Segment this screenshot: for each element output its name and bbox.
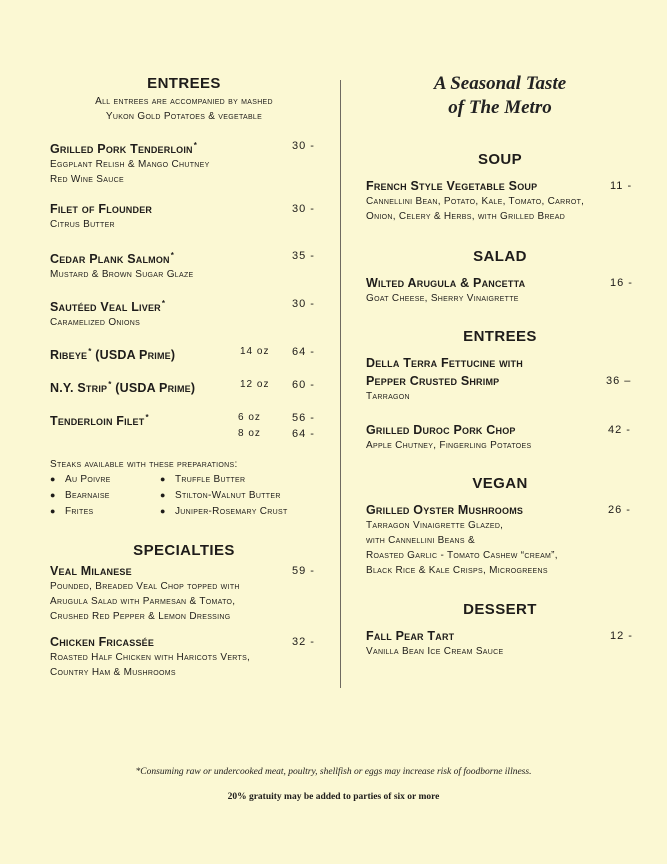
item-price: 30 -	[292, 298, 315, 310]
item-price: 30 -	[292, 140, 315, 152]
item-desc: Vanilla Bean Ice Cream Sauce	[366, 646, 504, 657]
item-size-2: 8 oz	[238, 428, 261, 439]
menu-item-veal-liver	[50, 296, 318, 330]
soup-heading: SOUP	[477, 151, 523, 168]
menu-item-veal-milanese	[50, 563, 318, 624]
item-price: 32 -	[292, 636, 315, 648]
raw-warning-star: *	[88, 347, 92, 356]
item-name: Della Terra Fettucine with	[366, 356, 523, 370]
menu-item-oyster-mushrooms	[366, 502, 634, 578]
specialties-heading: SPECIALTIES	[133, 542, 235, 559]
list-item: ● Truffle Butter	[160, 474, 246, 485]
entrees-heading: ENTREES	[147, 75, 221, 92]
gratuity-note: 20% gratuity may be added to parties of six or more	[227, 792, 440, 802]
item-desc: Country Ham & Mushrooms	[50, 667, 176, 678]
item-desc: Eggplant Relish & Mango Chutney	[50, 159, 210, 171]
item-desc: Citrus Butter	[50, 219, 115, 230]
entrees-intro-line-1: All entrees are accompanied by mashed	[95, 96, 273, 107]
list-item: ● Frites	[50, 506, 94, 517]
menu-item-pork-tenderloin	[50, 138, 318, 187]
list-item: ● Juniper-Rosemary Crust	[160, 506, 288, 517]
item-desc: Onion, Celery & Herbs, with Grilled Bread	[366, 211, 566, 222]
item-name: Tenderloin Filet	[50, 414, 145, 429]
raw-warning-star: *	[108, 380, 112, 389]
item-desc: Cannellini Bean, Potato, Kale, Tomato, Carrot,	[366, 196, 585, 207]
item-price: 16 -	[610, 277, 633, 289]
list-item: ● Au Poivre	[50, 474, 111, 485]
menu-item-duroc-pork-chop	[366, 422, 634, 453]
item-name: French Style Vegetable Soup	[366, 179, 538, 193]
vegan-heading: VEGAN	[472, 475, 528, 492]
raw-warning-star: *	[170, 251, 175, 260]
item-desc: Goat Cheese, Sherry Vinaigrette	[366, 293, 519, 304]
menu-item-tenderloin-filet	[50, 410, 318, 440]
item-desc: Mustard & Brown Sugar Glaze	[50, 269, 194, 281]
item-price: 30 -	[292, 203, 315, 215]
item-desc: Crushed Red Pepper & Lemon Dressing	[50, 611, 231, 622]
steaks-note: Steaks available with these preparations:	[50, 459, 238, 470]
list-item: ● Bearnaise	[50, 490, 110, 501]
bullet-icon: ●	[160, 506, 166, 516]
menu-item-salmon	[50, 248, 318, 282]
right-entrees-heading: ENTREES	[463, 328, 537, 345]
item-desc: Tarragon	[366, 391, 410, 402]
item-name: Grilled Pork Tenderloin	[50, 142, 193, 157]
dessert-heading: DESSERT	[463, 601, 537, 618]
item-name: Ribeye	[50, 348, 88, 363]
menu-item-vegetable-soup	[366, 178, 634, 224]
raw-warning-star: *	[193, 141, 198, 150]
item-name: Wilted Arugula & Pancetta	[366, 276, 526, 290]
item-grade: (USDA Prime)	[111, 381, 196, 396]
bullet-icon: ●	[160, 490, 166, 500]
item-desc: Roasted Garlic - Tomato Cashew “cream”,	[366, 550, 558, 561]
item-desc: Red Wine Sauce	[50, 174, 124, 186]
bullet-icon: ●	[50, 474, 56, 484]
item-name: Chicken Fricassée	[50, 635, 155, 649]
menu-item-pear-tart	[366, 628, 634, 659]
item-name: Grilled Oyster Mushrooms	[366, 503, 524, 517]
bullet-icon: ●	[50, 490, 56, 500]
bullet-icon: ●	[50, 506, 56, 516]
list-item: ● Stilton-Walnut Butter	[160, 490, 281, 501]
item-price: 64 -	[292, 346, 315, 358]
salad-heading: SALAD	[473, 248, 527, 265]
item-size: 6 oz	[238, 412, 261, 423]
item-price: 60 -	[292, 379, 315, 391]
item-size: 12 oz	[240, 379, 270, 390]
item-desc: Arugula Salad with Parmesan & Tomato,	[50, 596, 236, 607]
item-name: N.Y. Strip	[50, 381, 108, 396]
item-price: 35 -	[292, 250, 315, 262]
item-size: 14 oz	[240, 346, 270, 357]
raw-warning-star: *	[145, 413, 149, 422]
item-price: 56 -	[292, 412, 315, 424]
menu-item-ribeye	[50, 344, 318, 363]
item-desc: Pounded, Breaded Veal Chop topped with	[50, 581, 240, 592]
menu-item-flounder	[50, 201, 318, 232]
item-price: 42 -	[608, 424, 631, 436]
item-name-line-2: Pepper Crusted Shrimp	[366, 374, 500, 388]
item-desc: Roasted Half Chicken with Haricots Verts,	[50, 652, 251, 663]
menu-title-line-1: A Seasonal Taste	[433, 73, 567, 94]
entrees-intro	[50, 94, 318, 124]
menu-item-arugula-pancetta	[366, 275, 634, 306]
item-desc: Black Rice & Kale Crisps, Microgreens	[366, 565, 548, 576]
foodborne-illness-warning: *Consuming raw or undercooked meat, poultry, shellfish or eggs may increase risk of foodborne illness.	[135, 767, 532, 777]
menu-title	[366, 72, 634, 120]
item-name: Filet of Flounder	[50, 202, 153, 216]
item-price: 12 -	[610, 630, 633, 642]
item-price: 36 –	[606, 375, 632, 387]
item-desc: with Cannellini Beans &	[366, 535, 475, 546]
raw-warning-star: *	[161, 299, 166, 308]
bullet-icon: ●	[160, 474, 166, 484]
menu-item-fettucine-shrimp	[366, 355, 634, 404]
item-desc: Apple Chutney, Fingerling Potatoes	[366, 440, 532, 451]
item-name: Cedar Plank Salmon	[50, 252, 170, 267]
item-name: Veal Milanese	[50, 564, 132, 578]
item-price: 11 -	[610, 180, 633, 192]
item-desc: Tarragon Vinaigrette Glazed,	[366, 520, 504, 531]
item-name: Grilled Duroc Pork Chop	[366, 423, 516, 437]
menu-item-ny-strip	[50, 377, 318, 396]
item-name: Fall Pear Tart	[366, 629, 455, 643]
item-price: 59 -	[292, 565, 315, 577]
menu-title-line-2: of The Metro	[448, 97, 552, 118]
item-grade: (USDA Prime)	[91, 348, 176, 363]
item-price-2: 64 -	[292, 428, 315, 440]
item-desc: Caramelized Onions	[50, 317, 141, 329]
item-name: Sautéed Veal Liver	[50, 300, 161, 315]
entrees-intro-line-2: Yukon Gold Potatoes & vegetable	[105, 111, 263, 122]
column-divider	[340, 80, 341, 688]
item-price: 26 -	[608, 504, 631, 516]
menu-item-chicken-fricassee	[50, 634, 318, 680]
